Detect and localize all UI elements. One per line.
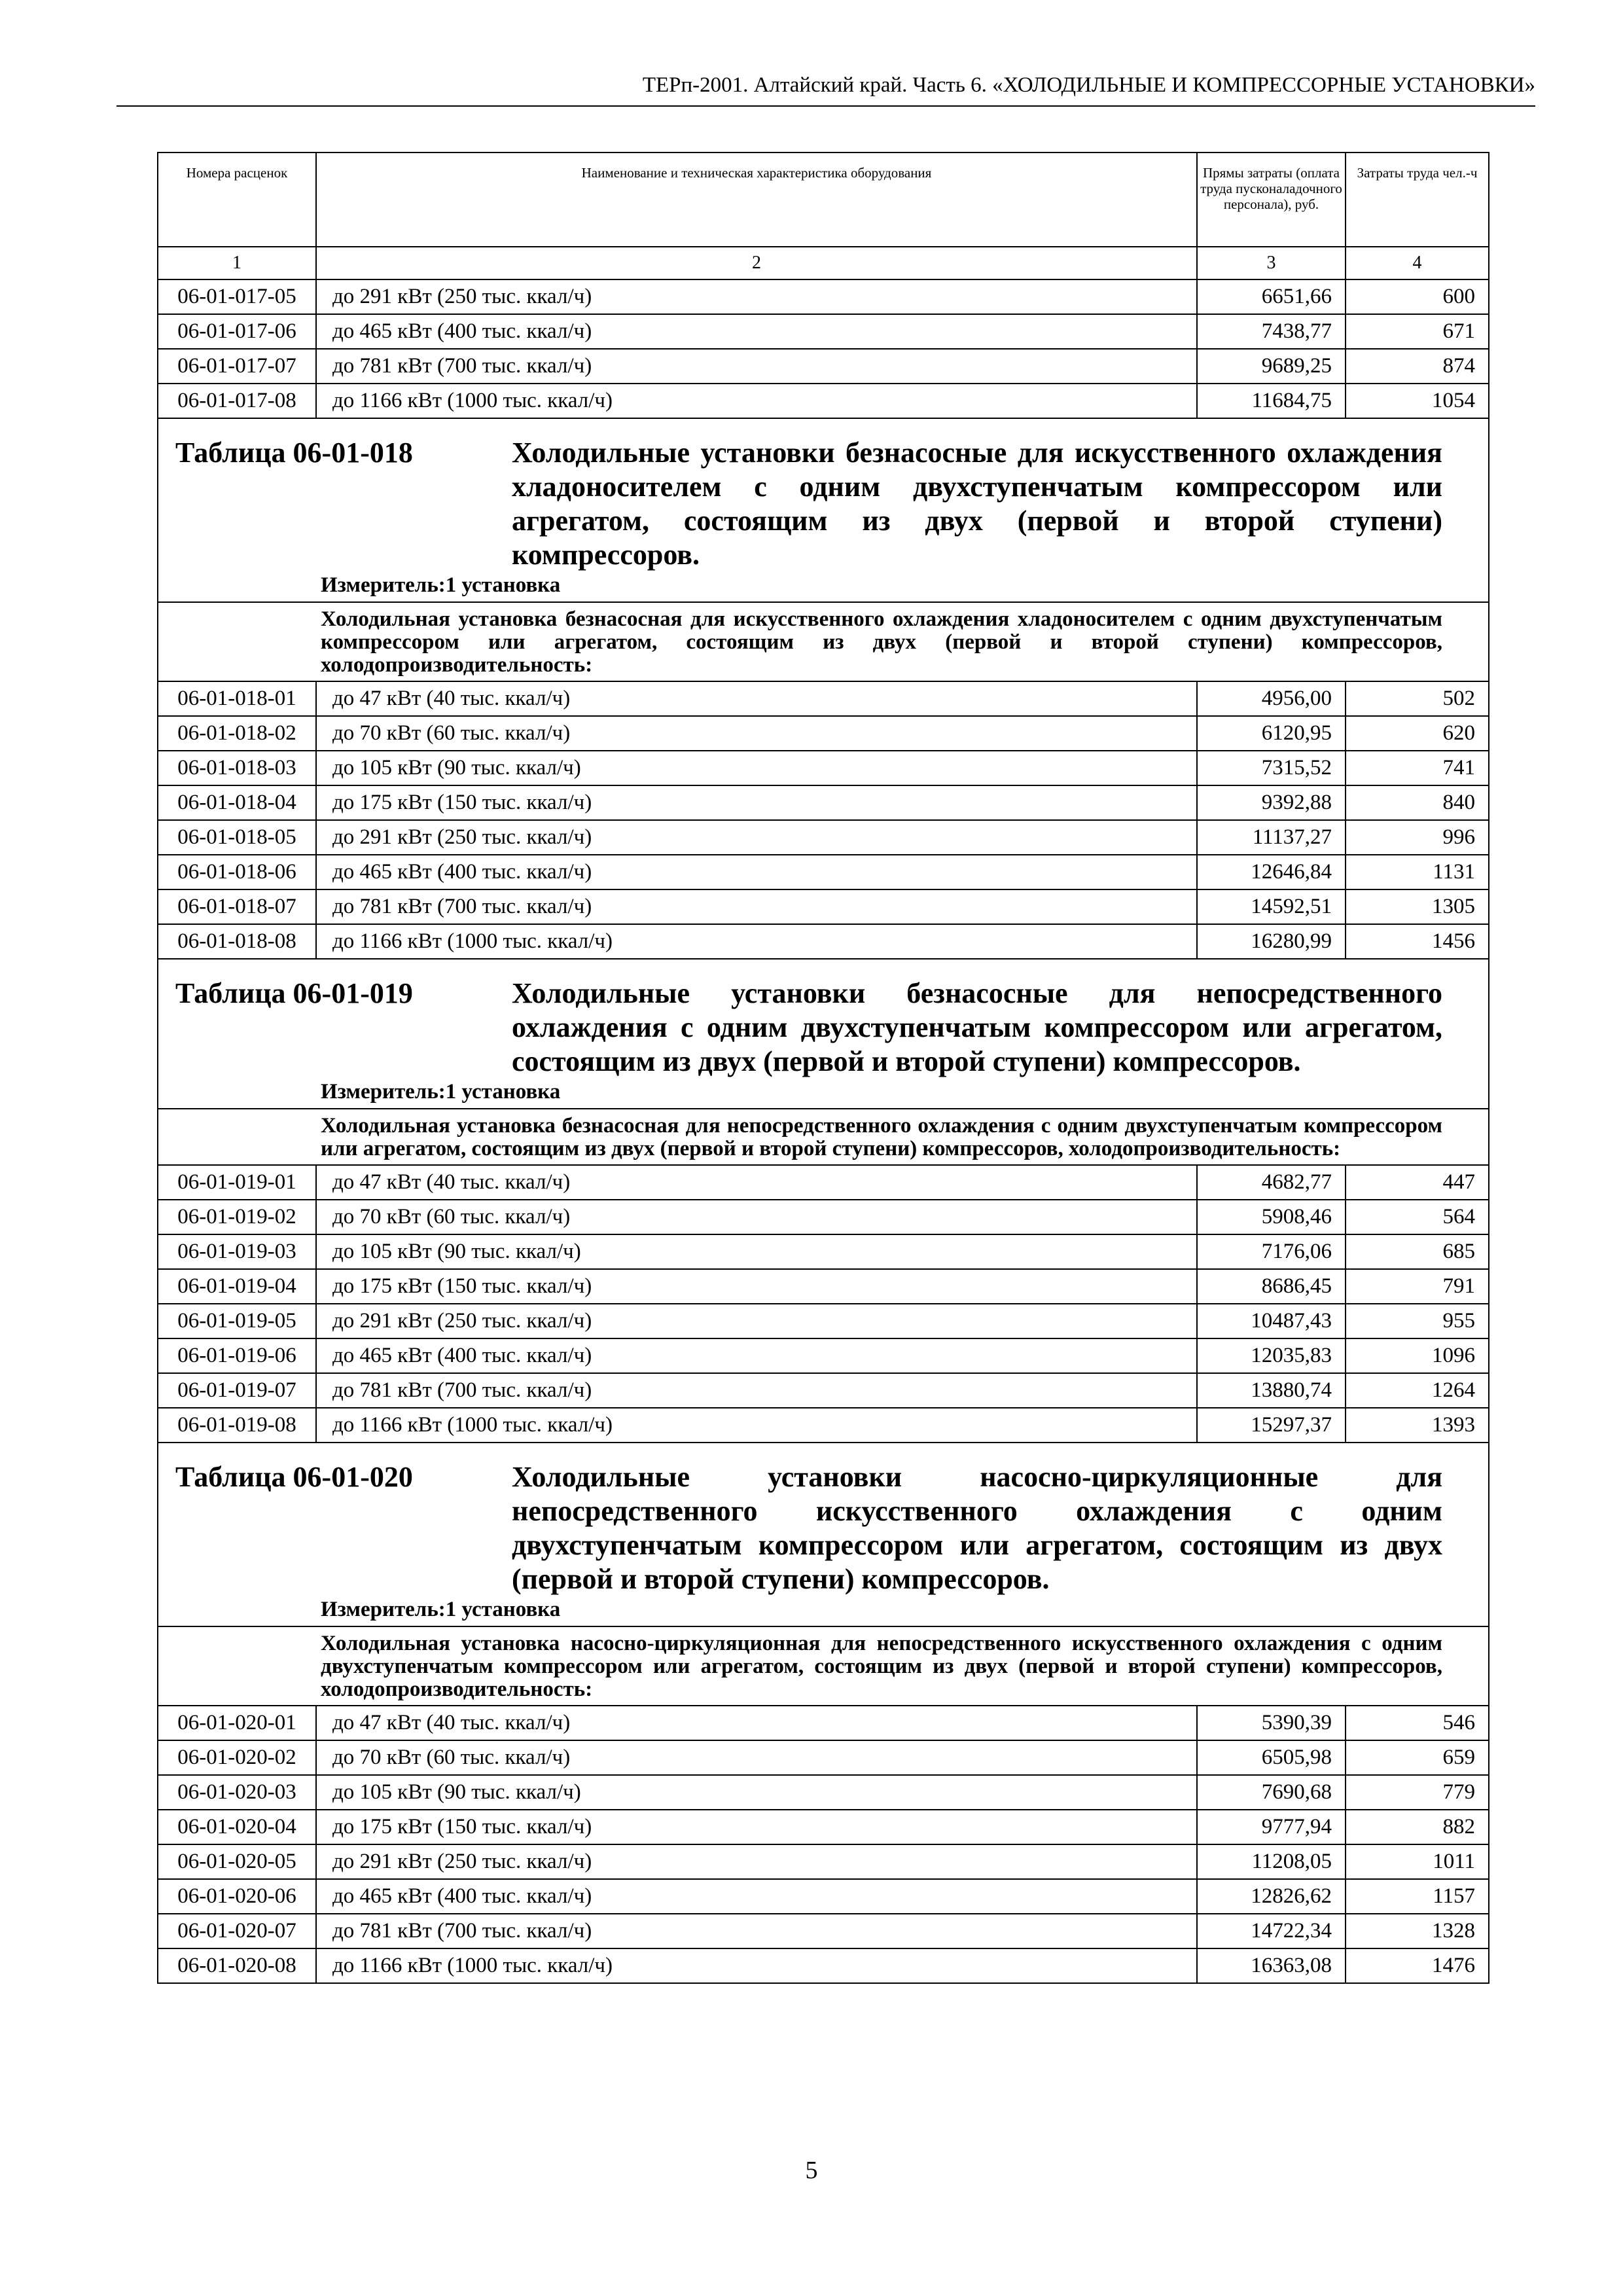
rate-code: 06-01-019-04: [158, 1269, 316, 1304]
rate-cost: 11137,27: [1197, 820, 1346, 855]
column-header-row: [158, 152, 1489, 247]
rate-code: 06-01-020-05: [158, 1844, 316, 1879]
rate-code: 06-01-018-08: [158, 924, 316, 959]
rate-cost: 15297,37: [1197, 1408, 1346, 1443]
rate-labor: 447: [1346, 1165, 1489, 1200]
rate-code: 06-01-018-01: [158, 681, 316, 716]
table-row: [158, 1740, 1489, 1775]
rate-labor: 882: [1346, 1810, 1489, 1844]
table-description-cell: [158, 1626, 1489, 1706]
table-row: [158, 1948, 1489, 1983]
rate-code: 06-01-017-07: [158, 349, 316, 384]
rate-labor: 1131: [1346, 855, 1489, 889]
page-header: ТЕРп-2001. Алтайский край. Часть 6. «ХОЛОДИЛЬНЫЕ И КОМПРЕССОРНЫЕ УСТАНОВКИ»: [116, 73, 1535, 107]
table-section-header-cell: [158, 418, 1489, 602]
column-header-name: Наименование и техническая характеристика оборудования: [316, 152, 1197, 247]
rate-code: 06-01-019-07: [158, 1373, 316, 1408]
table-row: [158, 1706, 1489, 1740]
rate-name: до 291 кВт (250 тыс. ккал/ч): [316, 820, 1197, 855]
table-description-cell: [158, 602, 1489, 681]
column-header-labor: Затраты труда чел.-ч: [1346, 152, 1489, 247]
rate-labor: 546: [1346, 1706, 1489, 1740]
rate-cost: 12646,84: [1197, 855, 1346, 889]
rate-labor: 1456: [1346, 924, 1489, 959]
rate-code: 06-01-020-03: [158, 1775, 316, 1810]
rate-cost: 14722,34: [1197, 1914, 1346, 1948]
rate-code: 06-01-018-02: [158, 716, 316, 751]
table-row: [158, 349, 1489, 384]
rate-name: до 291 кВт (250 тыс. ккал/ч): [316, 279, 1197, 314]
table-row: [158, 1408, 1489, 1443]
rate-labor: 659: [1346, 1740, 1489, 1775]
table-row: [158, 1879, 1489, 1914]
rate-cost: 12035,83: [1197, 1338, 1346, 1373]
rate-cost: 13880,74: [1197, 1373, 1346, 1408]
table-row: [158, 1810, 1489, 1844]
rate-code: 06-01-020-04: [158, 1810, 316, 1844]
rate-cost: 4956,00: [1197, 681, 1346, 716]
rate-cost: 16363,08: [1197, 1948, 1346, 1983]
table-row: [158, 1338, 1489, 1373]
table-section-header-cell: [158, 1443, 1489, 1626]
column-number: 1: [158, 247, 316, 279]
rate-cost: 7176,06: [1197, 1234, 1346, 1269]
rate-labor: 955: [1346, 1304, 1489, 1338]
table-section-header-cell: [158, 959, 1489, 1109]
table-title: Холодильные установки насосно-циркуляционные для непосредственного искусственного охлаждения с одним двухступенчатым компрессором или агрегатом, состоящим из двух (первой и второй ступени) компрессоров.: [512, 1461, 1442, 1595]
table-label: Таблица 06-01-018: [175, 437, 413, 469]
rate-cost: 7690,68: [1197, 1775, 1346, 1810]
rate-name: до 465 кВт (400 тыс. ккал/ч): [316, 1879, 1197, 1914]
table-description: Холодильная установка насосно-циркуляционная для непосредственного искусственного охлаждения с одним двухступенчатым компрессором или агрегатом, состоящим из двух (первой и второй ступени) компрессоров, холодопроизводительность:: [321, 1632, 1442, 1701]
table-section-header: [158, 418, 1489, 602]
rate-code: 06-01-019-05: [158, 1304, 316, 1338]
table-section-header: [158, 1443, 1489, 1626]
rate-code: 06-01-020-06: [158, 1879, 316, 1914]
table-row: [158, 681, 1489, 716]
rate-code: 06-01-018-03: [158, 751, 316, 785]
rate-name: до 47 кВт (40 тыс. ккал/ч): [316, 681, 1197, 716]
rate-labor: 685: [1346, 1234, 1489, 1269]
table-row: [158, 279, 1489, 314]
table-row: [158, 751, 1489, 785]
column-number-row: [158, 247, 1489, 279]
rate-name: до 47 кВт (40 тыс. ккал/ч): [316, 1165, 1197, 1200]
rate-cost: 10487,43: [1197, 1304, 1346, 1338]
rate-name: до 70 кВт (60 тыс. ккал/ч): [316, 1740, 1197, 1775]
rate-cost: 6651,66: [1197, 279, 1346, 314]
rate-name: до 70 кВт (60 тыс. ккал/ч): [316, 1200, 1197, 1234]
table-row: [158, 924, 1489, 959]
table-section-heading: [158, 419, 1488, 601]
rate-name: до 105 кВт (90 тыс. ккал/ч): [316, 1234, 1197, 1269]
table-row: [158, 820, 1489, 855]
rate-cost: 4682,77: [1197, 1165, 1346, 1200]
table-measure: Измеритель:1 установка: [321, 1080, 561, 1103]
rate-labor: 1264: [1346, 1373, 1489, 1408]
rate-labor: 1157: [1346, 1879, 1489, 1914]
rate-name: до 1166 кВт (1000 тыс. ккал/ч): [316, 1948, 1197, 1983]
rate-labor: 1054: [1346, 384, 1489, 418]
rate-cost: 7438,77: [1197, 314, 1346, 349]
rate-name: до 291 кВт (250 тыс. ккал/ч): [316, 1844, 1197, 1879]
rate-name: до 70 кВт (60 тыс. ккал/ч): [316, 716, 1197, 751]
table-title: Холодильные установки безнасосные для искусственного охлаждения хладоносителем с одним двухступенчатым компрессором или агрегатом, состоящим из двух (первой и второй ступени) компрессоров.: [512, 437, 1442, 571]
rate-labor: 564: [1346, 1200, 1489, 1234]
rate-labor: 1328: [1346, 1914, 1489, 1948]
rate-cost: 9777,94: [1197, 1810, 1346, 1844]
rate-name: до 47 кВт (40 тыс. ккал/ч): [316, 1706, 1197, 1740]
rate-labor: 741: [1346, 751, 1489, 785]
rate-labor: 1096: [1346, 1338, 1489, 1373]
rate-code: 06-01-020-01: [158, 1706, 316, 1740]
rate-name: до 465 кВт (400 тыс. ккал/ч): [316, 1338, 1197, 1373]
rate-name: до 291 кВт (250 тыс. ккал/ч): [316, 1304, 1197, 1338]
rate-labor: 502: [1346, 681, 1489, 716]
column-number: 2: [316, 247, 1197, 279]
rate-name: до 781 кВт (700 тыс. ккал/ч): [316, 889, 1197, 924]
table-row: [158, 855, 1489, 889]
table-row: [158, 1269, 1489, 1304]
rate-labor: 1305: [1346, 889, 1489, 924]
rate-name: до 1166 кВт (1000 тыс. ккал/ч): [316, 1408, 1197, 1443]
rate-labor: 874: [1346, 349, 1489, 384]
rate-cost: 14592,51: [1197, 889, 1346, 924]
rate-name: до 781 кВт (700 тыс. ккал/ч): [316, 349, 1197, 384]
rate-labor: 1011: [1346, 1844, 1489, 1879]
rate-cost: 5908,46: [1197, 1200, 1346, 1234]
rate-labor: 1393: [1346, 1408, 1489, 1443]
table-label: Таблица 06-01-019: [175, 977, 413, 1009]
rate-cost: 12826,62: [1197, 1879, 1346, 1914]
table-row: [158, 1234, 1489, 1269]
table-label: Таблица 06-01-020: [175, 1461, 413, 1493]
rate-code: 06-01-020-08: [158, 1948, 316, 1983]
table-row: [158, 1200, 1489, 1234]
table-row: [158, 384, 1489, 418]
column-header-cost: Прямы затраты (оплата труда пусконаладочного персонала), руб.: [1197, 152, 1346, 247]
rate-name: до 465 кВт (400 тыс. ккал/ч): [316, 855, 1197, 889]
rate-code: 06-01-019-03: [158, 1234, 316, 1269]
rate-code: 06-01-019-08: [158, 1408, 316, 1443]
rate-cost: 5390,39: [1197, 1706, 1346, 1740]
rates-table: [157, 152, 1489, 1984]
rate-code: 06-01-019-01: [158, 1165, 316, 1200]
table-row: [158, 1304, 1489, 1338]
table-row: [158, 1165, 1489, 1200]
rate-labor: 1476: [1346, 1948, 1489, 1983]
rate-cost: 7315,52: [1197, 751, 1346, 785]
table-row: [158, 716, 1489, 751]
rate-code: 06-01-019-06: [158, 1338, 316, 1373]
table-section-heading: [158, 1443, 1488, 1626]
rate-cost: 8686,45: [1197, 1269, 1346, 1304]
column-number: 4: [1346, 247, 1489, 279]
rate-cost: 11208,05: [1197, 1844, 1346, 1879]
table-row: [158, 889, 1489, 924]
rate-name: до 105 кВт (90 тыс. ккал/ч): [316, 1775, 1197, 1810]
rate-labor: 996: [1346, 820, 1489, 855]
rate-labor: 671: [1346, 314, 1489, 349]
rate-code: 06-01-017-06: [158, 314, 316, 349]
table-row: [158, 785, 1489, 820]
rate-cost: 6120,95: [1197, 716, 1346, 751]
rate-name: до 781 кВт (700 тыс. ккал/ч): [316, 1373, 1197, 1408]
rate-cost: 11684,75: [1197, 384, 1346, 418]
table-row: [158, 1844, 1489, 1879]
rate-code: 06-01-018-05: [158, 820, 316, 855]
rate-labor: 791: [1346, 1269, 1489, 1304]
table-row: [158, 1914, 1489, 1948]
rate-labor: 620: [1346, 716, 1489, 751]
table-section-header: [158, 959, 1489, 1109]
rate-code: 06-01-018-06: [158, 855, 316, 889]
rates-table-body: [158, 152, 1489, 1983]
rate-code: 06-01-020-07: [158, 1914, 316, 1948]
rate-code: 06-01-019-02: [158, 1200, 316, 1234]
rate-name: до 175 кВт (150 тыс. ккал/ч): [316, 785, 1197, 820]
rate-cost: 9392,88: [1197, 785, 1346, 820]
table-measure: Измеритель:1 установка: [321, 1598, 561, 1621]
table-description-row: [158, 1626, 1489, 1706]
rate-code: 06-01-018-04: [158, 785, 316, 820]
page-number: 5: [805, 2157, 818, 2184]
rate-name: до 175 кВт (150 тыс. ккал/ч): [316, 1810, 1197, 1844]
rate-code: 06-01-017-05: [158, 279, 316, 314]
rate-cost: 9689,25: [1197, 349, 1346, 384]
table-description-row: [158, 1109, 1489, 1165]
rate-labor: 840: [1346, 785, 1489, 820]
table-title: Холодильные установки безнасосные для непосредственного охлаждения с одним двухступенчатым компрессором или агрегатом, состоящим из двух (первой и второй ступени) компрессоров.: [512, 977, 1442, 1077]
table-row: [158, 314, 1489, 349]
table-description: Холодильная установка безнасосная для непосредственного охлаждения с одним двухступенчатым компрессором или агрегатом, состоящим из двух (первой и второй ступени) компрессоров, холодопроизводительность:: [321, 1114, 1442, 1160]
column-number: 3: [1197, 247, 1346, 279]
rate-labor: 600: [1346, 279, 1489, 314]
table-description-cell: [158, 1109, 1489, 1165]
rate-name: до 1166 кВт (1000 тыс. ккал/ч): [316, 384, 1197, 418]
rate-code: 06-01-020-02: [158, 1740, 316, 1775]
rate-name: до 781 кВт (700 тыс. ккал/ч): [316, 1914, 1197, 1948]
rate-name: до 175 кВт (150 тыс. ккал/ч): [316, 1269, 1197, 1304]
rate-cost: 16280,99: [1197, 924, 1346, 959]
table-section-heading: [158, 960, 1488, 1108]
rate-name: до 1166 кВт (1000 тыс. ккал/ч): [316, 924, 1197, 959]
table-description: Холодильная установка безнасосная для искусственного охлаждения хладоносителем с одним двухступенчатым компрессором или агрегатом, состоящим из двух (первой и второй ступени) компрессоров, холодопроизводительность:: [321, 607, 1442, 677]
table-row: [158, 1373, 1489, 1408]
table-description-row: [158, 602, 1489, 681]
rate-code: 06-01-017-08: [158, 384, 316, 418]
table-measure: Измеритель:1 установка: [321, 573, 561, 597]
rate-name: до 465 кВт (400 тыс. ккал/ч): [316, 314, 1197, 349]
rate-cost: 6505,98: [1197, 1740, 1346, 1775]
column-header-code: Номера расценок: [158, 152, 316, 247]
rate-labor: 779: [1346, 1775, 1489, 1810]
table-row: [158, 1775, 1489, 1810]
rate-name: до 105 кВт (90 тыс. ккал/ч): [316, 751, 1197, 785]
rate-code: 06-01-018-07: [158, 889, 316, 924]
